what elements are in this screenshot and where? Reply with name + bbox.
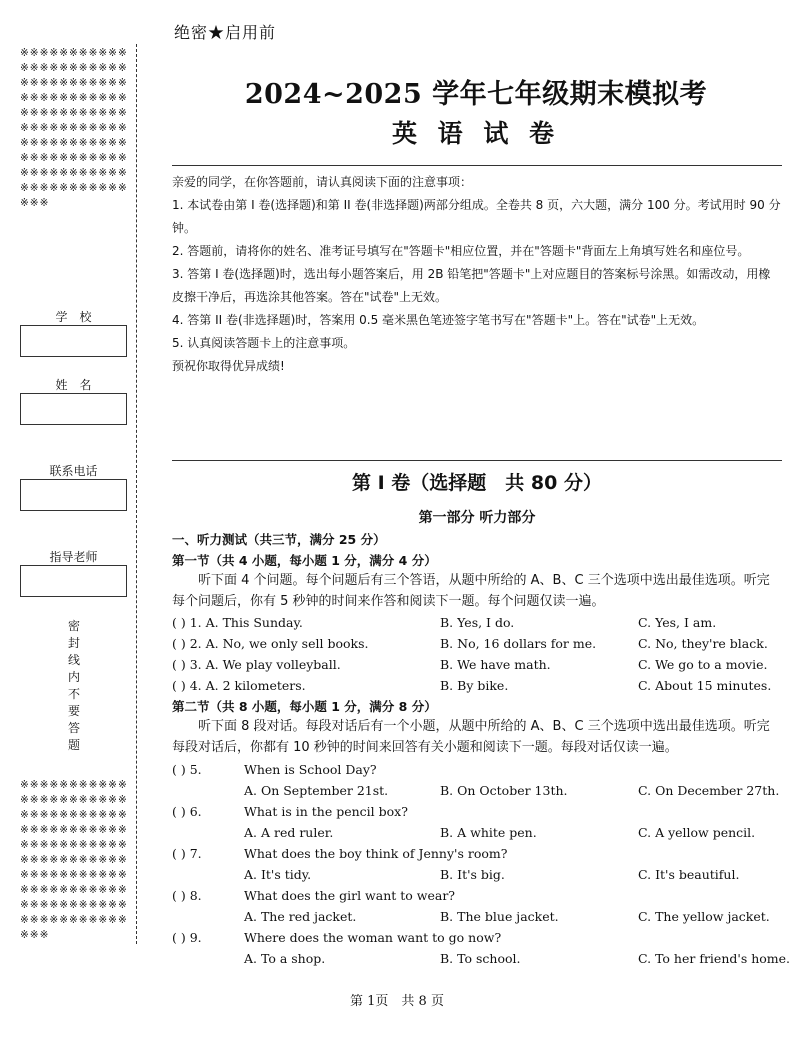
volume-title: 第 I 卷（选择题 共 80 分） [352,472,602,494]
notice-item: 4. 答第 II 卷(非选择题)时，答案用 0.5 毫米黑色笔迹签字笔书写在"答题卡"上。答在"试卷"上无效。 [172,313,705,327]
school-field[interactable] [20,325,127,357]
question-text: What does the girl want to wear? [244,888,455,903]
binding-pattern-top: ※※※※※※※※※※※※※※※※※※※※※※※※※※※※※※※※※※※※※※※※※※※※※※※※※※※※※※※※※※※※※※※※※※※※※※※※※※※※※※※※※※※※※※※※※※※※※※※※※※※※※※※※※※※※※※※※※ [20,47,128,209]
options-row [172,906,782,927]
question-row [172,612,782,633]
option-b: B. By bike. [440,678,509,693]
question-stem: ( ) 2. A. No, we only sell books. [172,636,369,651]
notice-item: 5. 认真阅读答题卡上的注意事项。 [172,336,356,350]
question-text: When is School Day? [244,762,377,777]
question-row [172,927,782,948]
option-b: B. We have math. [440,657,551,672]
title-rule [172,165,782,166]
option-c: C. To her friend's home. [638,951,791,966]
question-stem: ( ) 4. A. 2 kilometers. [172,678,306,693]
option-c: C. On December 27th. [638,783,780,798]
question-row [172,843,782,864]
question-text: What does the boy think of Jenny's room? [244,846,508,861]
name-field[interactable] [20,393,127,425]
question-row [172,759,782,780]
name-label: 姓 名 [55,378,92,392]
options-row [172,948,791,969]
phone-label: 联系电话 [49,464,98,478]
notice-item: 3. 答第 I 卷(选择题)时，选出每小题答案后，用 2B 铅笔把"答题卡"上对应题目的答案标号涂黑。如需改动，用橡皮擦干净后，再选涂其他答案。答在"试卷"上无效。 [172,267,771,304]
confidential-label: 绝密★启用前 [174,23,277,42]
question-stem: ( ) 1. A. This Sunday. [172,615,303,630]
exam-title: 2024~2025 学年七年级期末模拟考 [244,79,708,110]
subsection-2-instruction: 听下面 8 段对话。每段对话后有一个小题，从题中所给的 A、B、C 三个选项中选出最佳选项。听完每段对话后，你都有 10 秒钟的时间来回答有关小题和阅读下一题。每段对话仅读一遍。 [172,719,770,755]
school-label: 学 校 [55,310,92,324]
subsection-1-instruction: 听下面 4 个问题。每个问题后有三个答语，从题中所给的 A、B、C 三个选项中选出最佳选项。听完每个问题后，你有 5 秒钟的时间来作答和阅读下一题。每个问题仅读一遍。 [172,573,770,609]
binding-pattern-bottom: ※※※※※※※※※※※※※※※※※※※※※※※※※※※※※※※※※※※※※※※※※※※※※※※※※※※※※※※※※※※※※※※※※※※※※※※※※※※※※※※※※※※※※※※※※※※※※※※※※※※※※※※※※※※※※※※※※ [20,779,128,941]
page-number: 第 1页 共 8 页 [350,994,444,1009]
section-heading: 一、听力测试（共三节，满分 25 分） [172,532,386,547]
question-number: ( ) 7. [172,846,202,861]
options-row [172,780,782,801]
option-a: A. It's tidy. [244,867,312,882]
question-text: What is in the pencil box? [244,804,408,819]
question-row [172,801,782,822]
option-a: A. On September 21st. [244,783,389,798]
seal-line-notice: 密封线内不要答题 [67,619,80,752]
option-a: A. A red ruler. [244,825,334,840]
notice-block [172,171,782,378]
question-number: ( ) 6. [172,804,202,819]
question-number: ( ) 5. [172,762,202,777]
option-c: C. It's beautiful. [638,867,740,882]
option-b: B. A white pen. [440,825,537,840]
notice-closing: 预祝你取得优异成绩! [172,359,285,373]
question-number: ( ) 8. [172,888,202,903]
option-b: B. The blue jacket. [440,909,559,924]
option-b: B. To school. [440,951,521,966]
question-row [172,885,782,906]
question-row [172,633,782,654]
notice-intro: 亲爱的同学，在你答题前，请认真阅读下面的注意事项： [172,175,473,189]
option-b: B. It's big. [440,867,505,882]
option-b: B. No, 16 dollars for me. [440,636,597,651]
option-a: A. The red jacket. [244,909,357,924]
subsection-2-heading: 第二节（共 8 小题，每小题 1 分，满分 8 分） [172,699,437,714]
option-c: C. A yellow pencil. [638,825,756,840]
option-c: C. About 15 minutes. [638,678,772,693]
teacher-field[interactable] [20,565,127,597]
exam-subject: 英 语 试 卷 [391,119,561,148]
question-number: ( ) 9. [172,930,202,945]
option-c: C. We go to a movie. [638,657,768,672]
option-c: C. Yes, I am. [638,615,717,630]
question-text: Where does the woman want to go now? [244,930,502,945]
option-c: C. No, they're black. [638,636,768,651]
volume-rule [172,460,782,461]
option-b: B. On October 13th. [440,783,568,798]
option-c: C. The yellow jacket. [638,909,770,924]
subsection-1-heading: 第一节（共 4 小题，每小题 1 分，满分 4 分） [172,553,437,568]
phone-field[interactable] [20,479,127,511]
notice-item: 1. 本试卷由第 I 卷(选择题)和第 II 卷(非选择题)两部分组成。全卷共 8 页，六大题，满分 100 分。考试用时 90 分钟。 [172,198,781,235]
question-stem: ( ) 3. A. We play volleyball. [172,657,341,672]
options-row [172,822,782,843]
teacher-label: 指导老师 [49,550,98,564]
option-b: B. Yes, I do. [440,615,515,630]
options-row [172,864,782,885]
question-row [172,654,782,675]
question-row [172,675,782,696]
binding-dashed-line [136,44,137,944]
option-a: A. To a shop. [244,951,326,966]
notice-item: 2. 答题前，请将你的姓名、准考证号填写在"答题卡"相应位置，并在"答题卡"背面左上角填写姓名和座位号。 [172,244,750,258]
part-title: 第一部分 听力部分 [418,510,536,526]
